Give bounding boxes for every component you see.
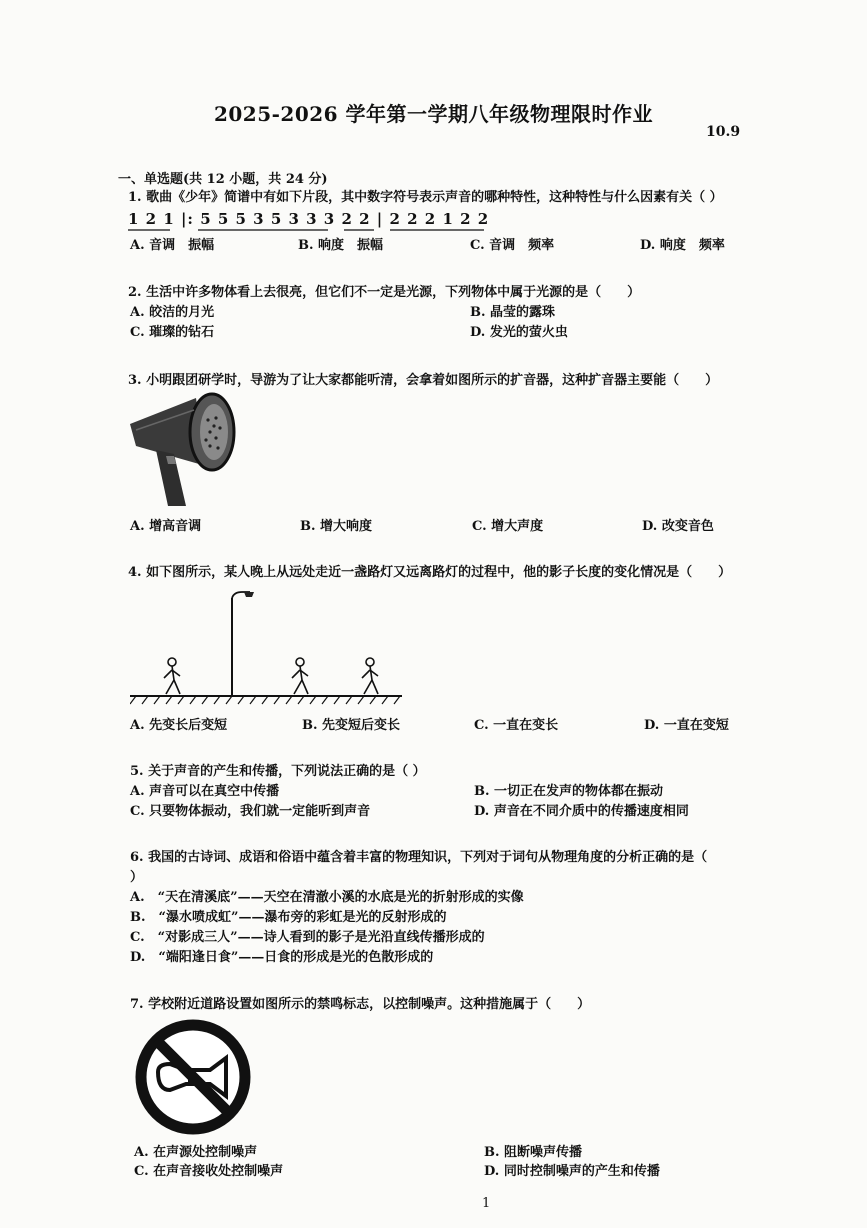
q5-option-a[interactable]: A. 声音可以在真空中传播: [130, 784, 280, 799]
q6-option-a[interactable]: A. “天在清溪底”——天空在清澈小溪的水底是光的折射形成的实像: [130, 890, 524, 905]
q5-option-b[interactable]: B. 一切正在发声的物体都在振动: [474, 784, 664, 799]
q6-option-c[interactable]: C. “对影成三人”——诗人看到的影子是光沿直线传播形成的: [130, 930, 485, 945]
q4-option-d[interactable]: D. 一直在变短: [644, 718, 729, 733]
q4-stem: 4. 如下图所示，某人晚上从远处走近一盏路灯又远离路灯的过程中，他的影子长度的变化情况是（ ）: [128, 565, 732, 580]
q7-option-d[interactable]: D. 同时控制噪声的产生和传播: [484, 1164, 660, 1179]
q3-stem: 3. 小明跟团研学时，导游为了让大家都能听清，会拿着如图所示的扩音器，这种扩音器主要能（ ）: [128, 373, 719, 388]
q7-option-c[interactable]: C. 在声音接收处控制噪声: [134, 1164, 284, 1179]
q5-stem: 5. 关于声音的产生和传播，下列说法正确的是（ ）: [130, 764, 426, 779]
q6-option-b[interactable]: B. “瀑水喷成虹”——瀑布旁的彩虹是光的反射形成的: [130, 910, 447, 925]
q1-option-a[interactable]: A. 音调 振幅: [130, 238, 215, 253]
q3-option-a[interactable]: A. 增高音调: [130, 519, 202, 534]
q2-option-b[interactable]: B. 晶莹的露珠: [470, 305, 556, 320]
q2-option-c[interactable]: C. 璀璨的钻石: [130, 325, 215, 340]
q3-option-d[interactable]: D. 改变音色: [642, 519, 714, 534]
megaphone-image: [126, 390, 244, 510]
q1-stem: 1. 歌曲《少年》简谱中有如下片段，其中数字符号表示声音的哪种特性，这种特性与什么因素有关（ ）: [128, 190, 723, 205]
q6-option-d[interactable]: D. “端阳逢日食”——日食的形成是光的色散形成的: [130, 950, 434, 965]
q3-option-c[interactable]: C. 增大声度: [472, 519, 544, 534]
q4-option-a[interactable]: A. 先变长后变短: [130, 718, 228, 733]
q1-option-d[interactable]: D. 响度 频率: [640, 238, 725, 253]
page-number: 1: [482, 1196, 491, 1211]
page-title: 2025-2026 学年第一学期八年级物理限时作业: [213, 102, 654, 126]
q7-option-a[interactable]: A. 在声源处控制噪声: [134, 1145, 258, 1160]
q7-stem: 7. 学校附近道路设置如图所示的禁鸣标志，以控制噪声。这种措施属于（ ）: [130, 997, 591, 1012]
q4-option-b[interactable]: B. 先变短后变长: [302, 718, 401, 733]
q7-option-b[interactable]: B. 阻断噪声传播: [484, 1145, 583, 1160]
q2-option-d[interactable]: D. 发光的萤火虫: [470, 325, 568, 340]
q1-option-c[interactable]: C. 音调 频率: [470, 238, 555, 253]
q1-option-b[interactable]: B. 响度 振幅: [298, 238, 384, 253]
q3-option-b[interactable]: B. 增大响度: [300, 519, 373, 534]
section-heading: 一、单选题(共 12 小题，共 24 分): [118, 172, 328, 187]
q2-stem: 2. 生活中许多物体看上去很亮，但它们不一定是光源，下列物体中属于光源的是（ ）: [128, 285, 641, 300]
q6-stem-continued: ）: [130, 870, 144, 885]
q5-option-d[interactable]: D. 声音在不同介质中的传播速度相同: [474, 804, 689, 819]
q2-option-a[interactable]: A. 皎洁的月光: [130, 305, 215, 320]
q6-stem: 6. 我国的古诗词、成语和俗语中蕴含着丰富的物理知识，下列对于词句从物理角度的分析正确的是（: [130, 850, 708, 865]
q1-notation: 1 2 1 |: 5 5 5 3 5 3 3 3 2 2 | 2 2 2 1 2 2: [128, 210, 490, 228]
no-horn-sign-icon: [134, 1018, 252, 1136]
q5-option-c[interactable]: C. 只要物体振动，我们就一定能听到声音: [130, 804, 371, 819]
date-label: 10.9: [706, 124, 741, 140]
street-lamp-figure: [130, 586, 410, 708]
q4-option-c[interactable]: C. 一直在变长: [474, 718, 559, 733]
